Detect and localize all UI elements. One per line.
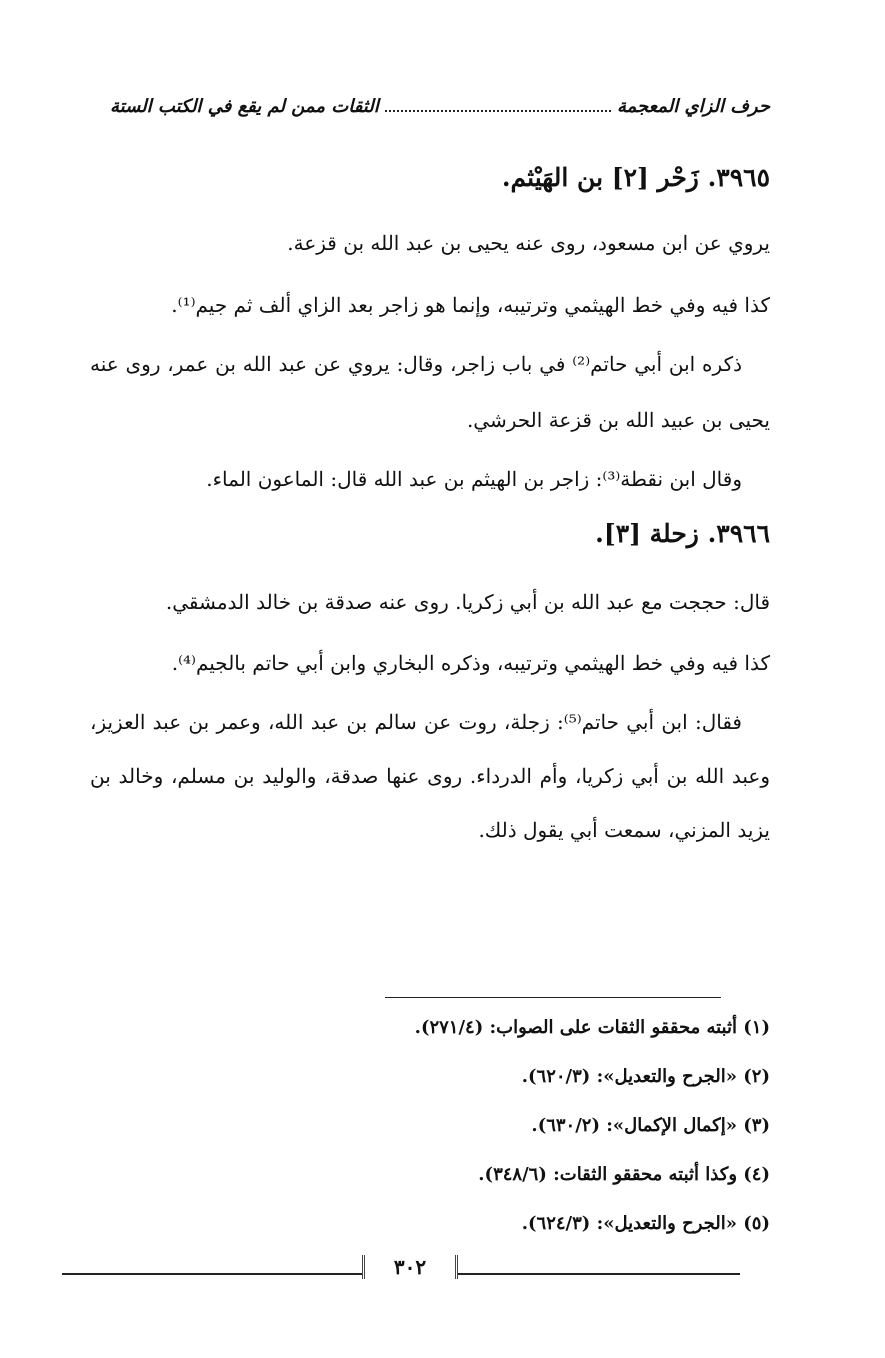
entry-title: ٣٩٦٦. زحلة [٣].: [595, 519, 770, 548]
entry-paragraph: وقال ابن نقطة⁽³⁾: زاجر بن الهيثم بن عبد الله قال: الماعون الماء.: [206, 467, 742, 491]
footnote: (٥) «الجرح والتعديل»: (٦٢٤/٣).: [521, 1213, 770, 1234]
header-chapter-title: حرف الزاي المعجمة: [616, 96, 770, 117]
footer-rule-right: [452, 1273, 740, 1275]
footnote: (٤) وكذا أثبته محققو الثقات: (٣٤٨/٦).: [478, 1164, 770, 1185]
running-header: [110, 96, 770, 117]
entry-paragraph: يروي عن ابن مسعود، روى عنه يحيى بن عبد الله بن قزعة.: [287, 231, 770, 255]
header-dot-leader: [385, 110, 611, 112]
entry-paragraph: كذا فيه وفي خط الهيثمي وترتيبه، وإنما هو زاجر بعد الزاي ألف ثم جيم⁽¹⁾.: [171, 293, 770, 317]
footnote: (٢) «الجرح والتعديل»: (٦٢٠/٣).: [521, 1066, 770, 1087]
footnote-separator: [385, 997, 721, 998]
footnote: (١) أثبته محققو الثقات على الصواب: (٢٧١/٤).: [414, 1017, 770, 1038]
entry-paragraph: كذا فيه وفي خط الهيثمي وترتيبه، وذكره البخاري وابن أبي حاتم بالجيم⁽⁴⁾.: [171, 651, 770, 675]
page-number: ٣٠٢: [362, 1255, 458, 1279]
footnote: (٣) «إكمال الإكمال»: (٦٣٠/٢).: [531, 1115, 770, 1136]
entry-paragraph: ذكره ابن أبي حاتم⁽²⁾ في باب زاجر، وقال: يروي عن عبد الله بن عمر، روى عنه يحيى بن عبيد الله بن قزعة الحرشي.: [90, 352, 770, 432]
header-book-title: الثقات ممن لم يقع في الكتب الستة: [110, 96, 379, 117]
entry-paragraph: فقال: ابن أبي حاتم⁽⁵⁾: زجلة، روت عن سالم بن عبد الله، وعمر بن عبد العزيز، وعبد الله بن أبي زكريا، وأم الدرداء. روى عنها صدقة، والوليد بن مسلم، وخالد بن يزيد المزني، سمعت أبي يقول ذلك.: [90, 710, 770, 842]
entry-title: ٣٩٦٥. زَحْر [٢] بن الهَيْثم.: [501, 163, 770, 192]
entry-paragraph: قال: حججت مع عبد الله بن أبي زكريا. روى عنه صدقة بن خالد الدمشقي.: [165, 590, 770, 614]
footer-rule-left: [62, 1273, 362, 1275]
